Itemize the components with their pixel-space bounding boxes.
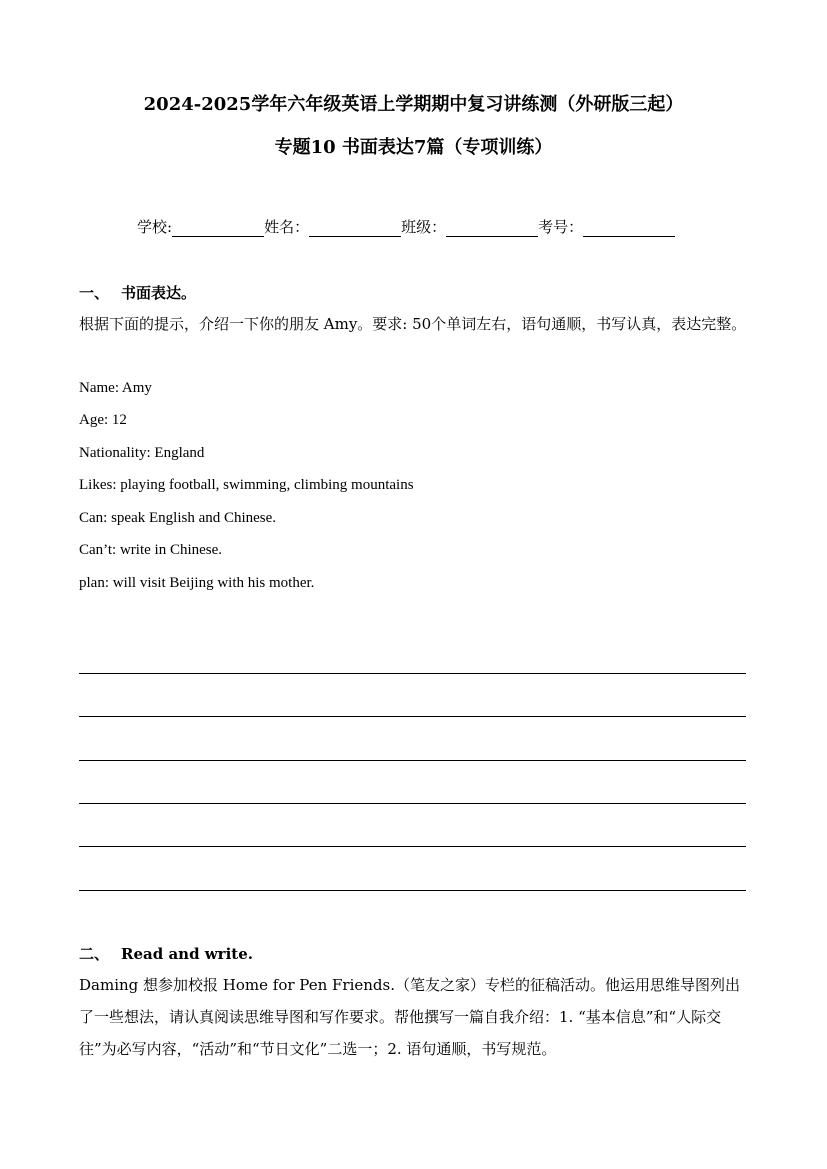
exam-number-blank[interactable]: [583, 218, 675, 237]
section-1-number: 一、: [79, 284, 110, 302]
section-1-heading: [79, 282, 196, 303]
hint-line: plan: will visit Beijing with his mother.: [79, 575, 315, 591]
section-1-instruction: 根据下面的提示，介绍一下你的朋友 Amy。要求: 50个单词左右，语句通顺，书写认真，表达完整。: [79, 315, 747, 333]
hint-line: Can: speak English and Chinese.: [79, 510, 277, 526]
writing-line[interactable]: [79, 890, 746, 891]
name-blank[interactable]: [309, 218, 401, 237]
writing-line[interactable]: [79, 760, 746, 761]
section-2-instruction: Daming 想参加校报 Home for Pen Friends.（笔友之家）专栏的征稿活动。他运用思维导图列出了一些想法，请认真阅读思维导图和写作要求。帮他撰写一篇自我介绍：1. “基本信息”和“人际交往”为必写内容，“活动”和“节日文化”二选一；2. 语句通顺，书写规范。: [79, 976, 740, 1058]
writing-line[interactable]: [79, 846, 746, 847]
name-label: 姓名：: [264, 218, 310, 236]
class-label: 班级：: [401, 218, 447, 236]
hint-line: Can’t: write in Chinese.: [79, 542, 223, 558]
student-info-row: [137, 216, 675, 237]
hint-line: Age: 12: [79, 412, 127, 428]
section-2-heading: [79, 943, 253, 964]
section-2-title: Read and write.: [121, 945, 253, 963]
writing-line[interactable]: [79, 803, 746, 804]
hint-line: Name: Amy: [79, 380, 152, 396]
school-label: 学校:: [137, 218, 173, 236]
writing-line[interactable]: [79, 716, 746, 717]
writing-line[interactable]: [79, 673, 746, 674]
class-blank[interactable]: [446, 218, 538, 237]
document-title: 2024-2025学年六年级英语上学期期中复习讲练测（外研版三起）: [143, 94, 684, 115]
document-subtitle: 专题10 书面表达7篇（专项训练）: [274, 137, 553, 158]
school-blank[interactable]: [172, 218, 264, 237]
hint-line: Nationality: England: [79, 445, 205, 461]
exam-number-label: 考号：: [538, 218, 584, 236]
section-2-number: 二、: [79, 945, 110, 963]
section-1-title: 书面表达。: [121, 284, 197, 302]
hint-line: Likes: playing football, swimming, climbing mountains: [79, 477, 414, 493]
